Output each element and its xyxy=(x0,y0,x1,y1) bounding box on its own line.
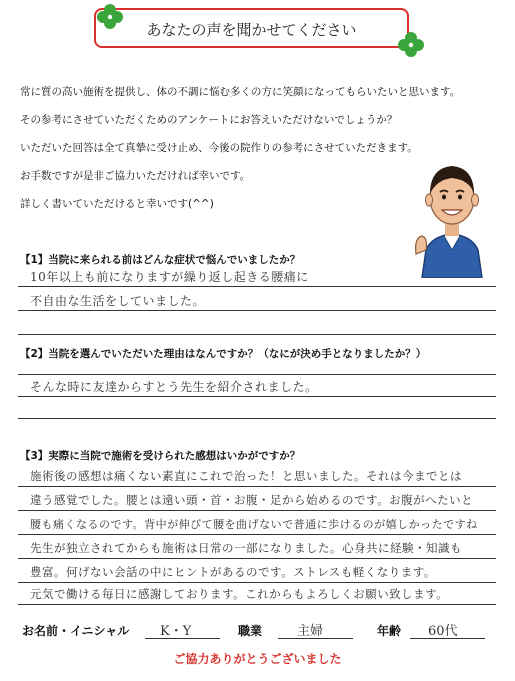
age-label: 年齢 xyxy=(377,624,402,638)
question-title: 【2】当院を選んでいただいた理由はなんですか？（なにが決め手となりましたか？） xyxy=(20,348,427,360)
page-title: あなたの声を聞かせてください xyxy=(146,21,357,39)
answer-line: 豊富。何げない会話の中にヒントがあるのです。ストレスも軽くなります。 xyxy=(30,565,436,579)
answer-rule xyxy=(18,374,496,375)
name-underline xyxy=(145,638,220,639)
clover-icon xyxy=(95,2,125,32)
answer-rule xyxy=(18,396,496,397)
answer-line: 元気で働ける毎日に感謝しております。これからもよろしくお願い致します。 xyxy=(30,587,449,601)
answer-rule xyxy=(18,582,496,583)
intro-line: 常に質の高い施術を提供し、体の不調に悩む多くの方に笑顔になってもらいたいと思います。 xyxy=(20,86,461,98)
answer-rule xyxy=(18,534,496,535)
answer-rule xyxy=(18,310,496,311)
answer-rule xyxy=(18,334,496,335)
answer-line: 腰も痛くなるのです。背中が伸びて腰を曲げないで普通に歩けるのが嬉しかったですね xyxy=(30,518,478,531)
name-label: お名前・イニシャル xyxy=(22,624,130,638)
answer-rule xyxy=(18,558,496,559)
clover-icon xyxy=(396,30,426,60)
intro-line: いただいた回答は全て真摯に受け止め、今後の院作りの参考にさせていただきます。 xyxy=(20,142,418,154)
question-title: 【3】実際に当院で施術を受けられた感想はいかがですか？ xyxy=(20,450,301,462)
job-underline xyxy=(278,638,353,639)
answer-line: 先生が独立されてからも施術は日常の一部になりました。心身共に経験・知識も xyxy=(30,541,462,555)
answer-rule xyxy=(18,604,496,605)
answer-line: 施術後の感想は痛くない素直にこれで治った！と思いました。それは今までとは xyxy=(30,469,462,483)
intro-line: 詳しく書いていただけると幸いです(^^) xyxy=(20,198,214,210)
job-label: 職業 xyxy=(238,624,263,638)
intro-line: その参考にさせていただくためのアンケートにお答えいただけないでしょうか？ xyxy=(20,114,398,126)
answer-rule xyxy=(18,510,496,511)
age-value: 60代 xyxy=(428,624,458,639)
name-value: K・Y xyxy=(160,624,192,639)
question-title: 【1】当院に来られる前はどんな症状で悩んでいましたか？ xyxy=(20,254,301,266)
answer-line: そんな時に友達からすとう先生を紹介されました。 xyxy=(30,380,318,394)
practitioner-illustration xyxy=(412,150,492,278)
job-value: 主婦 xyxy=(297,624,324,639)
answer-rule xyxy=(18,486,496,487)
title-box xyxy=(94,8,409,48)
answer-line: 違う感覚でした。腰とは遠い頭・首・お腹・足から始めるのです。お腹がへたいと xyxy=(30,493,474,507)
answer-rule xyxy=(18,418,496,419)
answer-line: 10年以上も前になりますが繰り返し起きる腰痛に xyxy=(30,270,309,284)
intro-line: お手数ですが是非ご協力いただければ幸いです。 xyxy=(20,170,251,182)
answer-line: 不自由な生活をしていました。 xyxy=(30,294,206,308)
age-underline xyxy=(410,638,485,639)
answer-rule xyxy=(18,286,496,287)
thanks-message: ご協力ありがとうございました xyxy=(173,652,342,666)
